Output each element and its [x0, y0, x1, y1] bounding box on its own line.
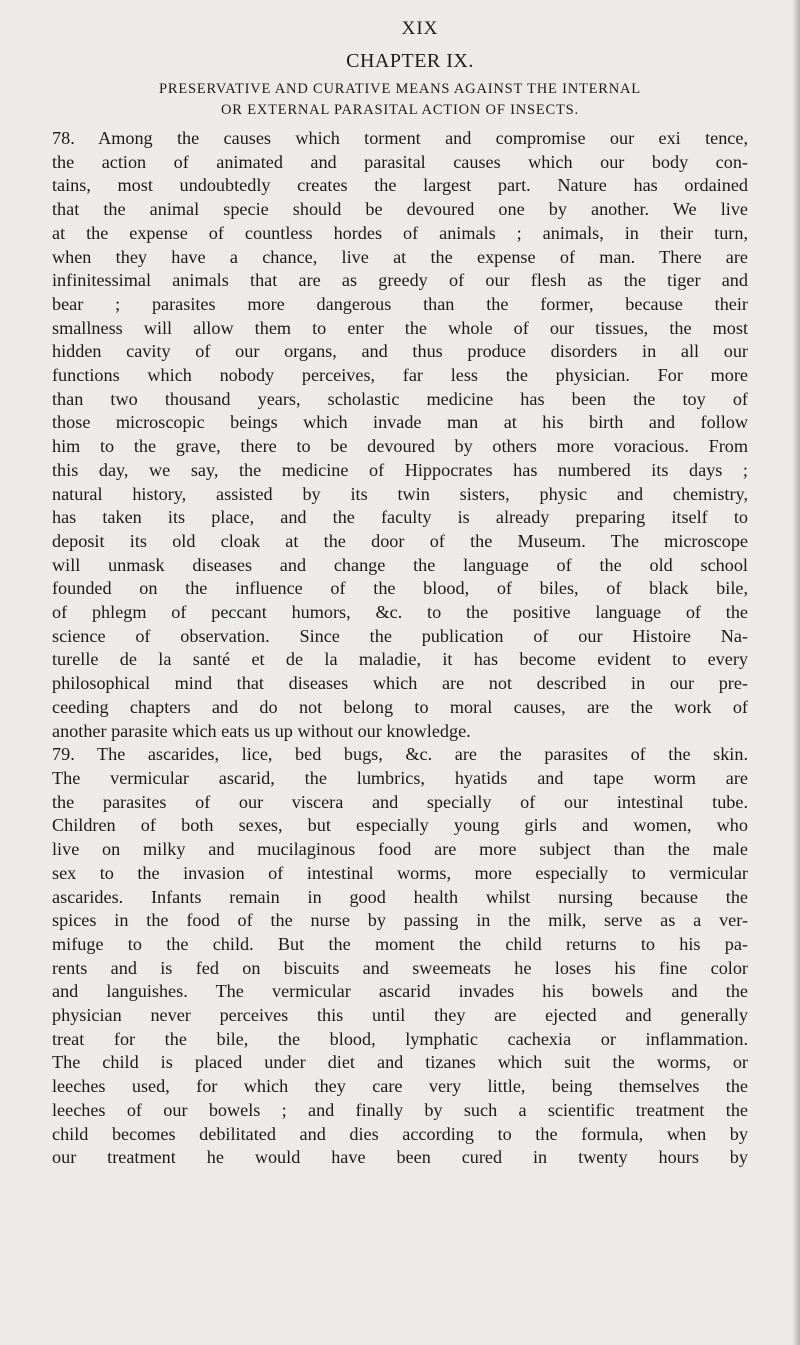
text-line: leeches of our bowels ; and finally by such a scientific treatment the — [52, 1099, 748, 1120]
text-line: hidden cavity of our organs, and thus produce disorders in all our — [52, 341, 748, 362]
text-line: at the expense of countless hordes of animals ; animals, in their turn, — [52, 222, 748, 243]
text-line: the action of animated and parasital causes which our body con- — [52, 151, 748, 172]
text-line: another parasite which eats us up without our knowledge. — [52, 720, 471, 741]
chapter-subtitle — [52, 79, 748, 121]
text-line: functions which nobody perceives, far less the physician. For more — [52, 365, 748, 386]
text-line: mifuge to the child. But the moment the child returns to his pa- — [52, 933, 748, 954]
text-line: smallness will allow them to enter the whole of our tissues, the most — [52, 317, 748, 338]
text-line: turelle de la santé et de la maladie, it has become evident to every — [52, 649, 748, 670]
text-line: that the animal specie should be devoured one by another. We live — [52, 199, 748, 220]
text-line: Children of both sexes, but especially young girls and women, who — [52, 815, 748, 836]
text-line: rents and is fed on biscuits and sweemeats he loses his fine color — [52, 957, 748, 978]
text-line: and languishes. The vermicular ascarid invades his bowels and the — [52, 981, 748, 1002]
text-line: leeches used, for which they care very little, being themselves the — [52, 1076, 748, 1097]
text-line: 78. Among the causes which torment and compromise our exi tence, — [52, 128, 748, 148]
text-line: founded on the influence of the blood, of biles, of black bile, — [52, 578, 748, 599]
text-line: when they have a chance, live at the expense of man. There are — [52, 246, 748, 267]
text-line: The vermicular ascarid, the lumbrics, hyatids and tape worm are — [52, 767, 748, 788]
text-line: live on milky and mucilaginous food are more subject than the male — [52, 839, 748, 860]
text-line: ascarides. Infants remain in good health whilst nursing because the — [52, 886, 748, 907]
text-line: tains, most undoubtedly creates the largest part. Nature has ordained — [52, 175, 748, 196]
paragraph — [52, 743, 748, 1170]
text-line: our treatment he would have been cured in twenty hours by — [52, 1147, 748, 1168]
text-line: those microscopic beings which invade man at his birth and follow — [52, 412, 748, 433]
text-line: than two thousand years, scholastic medicine has been the toy of — [52, 388, 748, 409]
body-text — [52, 127, 748, 1170]
page-edge-shadow — [792, 0, 800, 1345]
text-line: The child is placed under diet and tizanes which suit the worms, or — [52, 1052, 748, 1073]
text-line: physician never perceives this until they are ejected and generally — [52, 1005, 748, 1026]
subtitle-line-2: OR EXTERNAL PARASITAL ACTION OF INSECTS. — [221, 102, 579, 118]
text-line: bear ; parasites more dangerous than the former, because their — [52, 293, 748, 314]
text-line: science of observation. Since the publication of our Histoire Na- — [52, 625, 748, 646]
text-line: treat for the bile, the blood, lymphatic cachexia or inflammation. — [52, 1028, 748, 1049]
page-number: XIX — [401, 18, 439, 39]
text-line: natural history, assisted by its twin sisters, physic and chemistry, — [52, 483, 748, 504]
text-line: child becomes debilitated and dies according to the formula, when by — [52, 1123, 748, 1144]
text-line: sex to the invasion of intestinal worms, more especially to vermicular — [52, 862, 748, 883]
paragraph — [52, 127, 748, 743]
subtitle-line-1: PRESERVATIVE AND CURATIVE MEANS AGAINST THE INTERNAL — [159, 81, 641, 97]
text-line: the parasites of our viscera and specially of our intestinal tube. — [52, 791, 748, 812]
text-line: has taken its place, and the faculty is already preparing itself to — [52, 507, 748, 528]
text-line: infinitessimal animals that are as greedy of our flesh as the tiger and — [52, 270, 748, 291]
text-line: 79. The ascarides, lice, bed bugs, &c. are the parasites of the skin. — [52, 744, 748, 765]
text-line: will unmask diseases and change the language of the old school — [52, 554, 748, 575]
text-line: ceeding chapters and do not belong to moral causes, are the work of — [52, 696, 748, 717]
text-line: deposit its old cloak at the door of the Museum. The microscope — [52, 530, 748, 551]
text-line: spices in the food of the nurse by passing in the milk, serve as a ver- — [52, 910, 748, 931]
text-line: him to the grave, there to be devoured by others more voracious. From — [52, 436, 748, 457]
text-line: philosophical mind that diseases which are not described in our pre- — [52, 673, 748, 694]
text-line: this day, we say, the medicine of Hippocrates has numbered its days ; — [52, 459, 748, 480]
text-line: of phlegm of peccant humors, &c. to the positive language of the — [52, 602, 748, 623]
chapter-title: CHAPTER IX. — [346, 50, 474, 72]
